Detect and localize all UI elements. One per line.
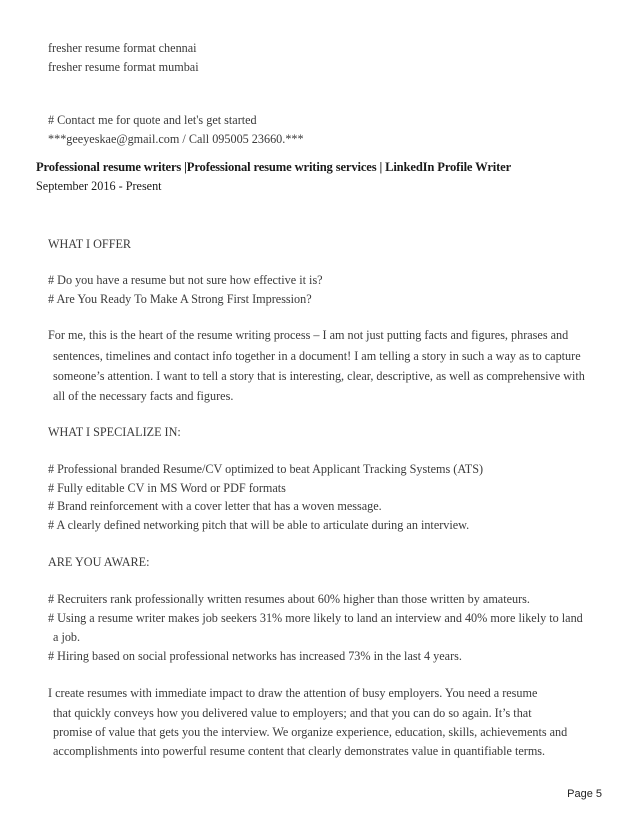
offer-question-2: # Are You Ready To Make A Strong First Impression? xyxy=(48,292,312,306)
aware-line-2: # Using a resume writer makes job seekers 31% more likely to land an interview and 40% more likely to land xyxy=(48,611,583,625)
closing-line-4: accomplishments into powerful resume content that clearly demonstrates value in quantifiable terms. xyxy=(53,744,546,758)
specialize-item-2: # Fully editable CV in MS Word or PDF formats xyxy=(48,481,286,495)
offer-paragraph-line-2: sentences, timelines and contact info together in a document! I am telling a story in such a way as to capture xyxy=(53,349,581,363)
offer-paragraph-line-4: all of the necessary facts and figures. xyxy=(53,389,234,403)
closing-line-1: I create resumes with immediate impact to draw the attention of busy employers. You need a resume xyxy=(48,686,538,700)
aware-heading: ARE YOU AWARE: xyxy=(48,555,150,569)
offer-question-1: # Do you have a resume but not sure how effective it is? xyxy=(48,273,323,287)
specialize-item-4: # A clearly defined networking pitch that will be able to articulate during an interview. xyxy=(48,518,470,532)
specialize-heading: WHAT I SPECIALIZE IN: xyxy=(48,425,181,439)
contact-line-1: # Contact me for quote and let's get started xyxy=(48,113,257,127)
offer-paragraph-line-3: someone’s attention. I want to tell a story that is interesting, clear, descriptive, as well as comprehensive with xyxy=(53,369,585,383)
specialize-item-1: # Professional branded Resume/CV optimized to beat Applicant Tracking Systems (ATS) xyxy=(48,462,484,476)
top-line-2: fresher resume format mumbai xyxy=(48,60,199,74)
job-dates: September 2016 - Present xyxy=(36,179,162,193)
aware-line-2-continued: a job. xyxy=(53,630,81,644)
page-number: Page 5 xyxy=(567,788,602,800)
offer-heading: WHAT I OFFER xyxy=(48,237,132,251)
contact-line-2: ***geeyeskae@gmail.com / Call 095005 23660.*** xyxy=(48,132,304,146)
job-title: Professional resume writers |Professional resume writing services | LinkedIn Profile Writer xyxy=(36,160,512,174)
aware-line-1: # Recruiters rank professionally written resumes about 60% higher than those written by amateurs. xyxy=(48,592,530,606)
top-line-1: fresher resume format chennai xyxy=(48,41,197,55)
closing-line-3: promise of value that gets you the interview. We organize experience, education, skills, achievements and xyxy=(53,725,568,739)
aware-line-3: # Hiring based on social professional networks has increased 73% in the last 4 years. xyxy=(48,649,462,663)
offer-paragraph-line-1: For me, this is the heart of the resume writing process – I am not just putting facts and figures, phrases and xyxy=(48,328,569,342)
closing-line-2: that quickly conveys how you delivered value to employers; and that you can do so again. It’s that xyxy=(53,706,532,720)
specialize-item-3: # Brand reinforcement with a cover letter that has a woven message. xyxy=(48,499,382,513)
